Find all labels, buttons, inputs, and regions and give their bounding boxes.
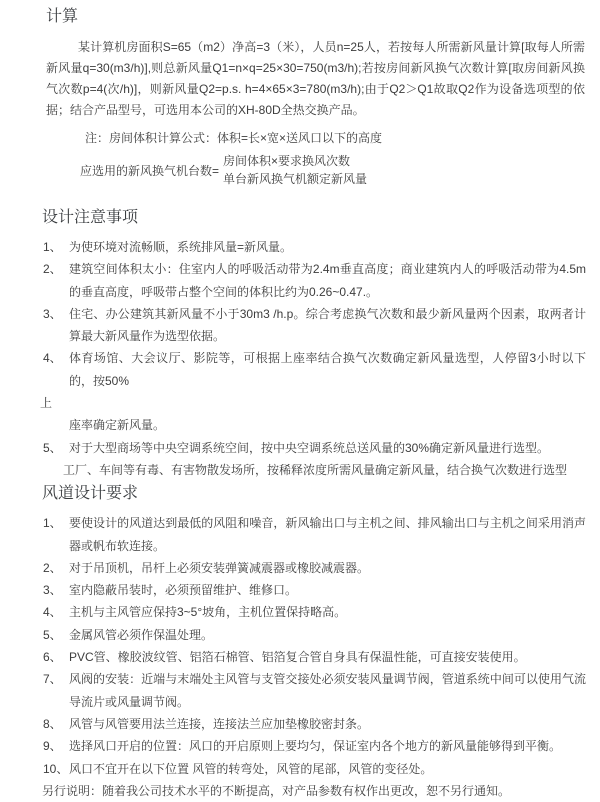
item-text: 体育场馆、大会议厅、影院等，可根据上座率结合换气次数确定新风量选型，人停留3小时以下的，按50%	[69, 351, 586, 388]
item-text: 为使环境对流畅顺，系统排风量=新风量。	[69, 240, 293, 254]
design-notes-heading: 设计注意事项	[42, 209, 139, 226]
item-text: 主机与主风管应保持3~5°坡角，主机位置保持略高。	[69, 605, 347, 620]
list-item	[0, 557, 600, 579]
fraction-numerator: 房间体积×要求换风次数	[223, 154, 351, 168]
calc-paragraph: 某计算机房面积S=65（m2）净高=3（米），人员n=25人，若按每人所需新风量计算[取每人所需新风量q=30(m3/h)],则总新风量Q1=n×q=25×30=750(m3/h);若按房间新风换气次数计算[取房间新风换气次数p=4(次/h)]，则新风量Q2=p.s. h=4×65×3=780(m3/h);由于Q2＞Q1故取Q2作为设备选项型的依据；结合产品型号，可选用本公司的XH-80D全热交换产品。	[46, 40, 585, 117]
item-text: 住宅、办公建筑其新风量不小于30m3 /h.p。综合考虑换气次数和最少新风量两个因素，取两者计算最大新风量作为选型依据。	[69, 306, 586, 344]
list-item	[0, 303, 600, 348]
item-text: 对于吊顶机，吊杆上必须安装弹簧减震器或橡胶减震器。	[69, 560, 370, 575]
list-item	[0, 258, 600, 303]
formula-fraction	[223, 152, 367, 188]
list-item	[0, 512, 600, 557]
item-number: 4、	[43, 605, 62, 620]
calc-section-heading: 计算	[46, 8, 79, 25]
list-item	[0, 758, 600, 780]
item-text: 风阀的安装：近端与末端处主风管与支管交接处必须安装风量调节阀，管道系统中间可以使用气流导流片或风量调节阀。	[69, 672, 586, 709]
list-item	[0, 437, 600, 459]
item-number: 4、	[43, 351, 62, 366]
item-number: 5、	[43, 627, 62, 642]
duct-requirements-heading: 风道设计要求	[42, 485, 139, 503]
design-notes-list	[0, 236, 600, 481]
list-item	[0, 347, 600, 392]
item-text: 选择风口开启的位置：风口的开启原则上要均匀，保证室内各个地方的新风量能够得到平衡。	[69, 739, 562, 754]
volume-formula-note: 注：房间体积计算公式：体积=长×宽×送风口以下的高度	[85, 131, 383, 145]
item-text: 对于大型商场等中央空调系统空间，按中央空调系统总送风量的30%确定新风量进行选型。	[69, 440, 550, 455]
item-text: PVC管、橡胶波纹管、铝箔石棉管、铝箔复合管自身具有保温性能，可直接安装使用。	[69, 650, 526, 665]
item-number: 9、	[43, 739, 62, 754]
item-orphan-char: 上	[40, 396, 53, 411]
list-item	[0, 668, 600, 713]
item-text: 室内隐蔽吊装时，必须预留维护、维修口。	[69, 583, 298, 598]
list-item	[0, 713, 600, 735]
item-text: 风管与风管要用法兰连接，连接法兰应加垫橡胶密封条。	[69, 716, 370, 731]
item-number: 10、	[43, 761, 69, 776]
item-number: 3、	[43, 306, 62, 321]
item-followup: 工厂、车间等有毒、有害物散发场所，按稀释浓度所需风量确定新风量，结合换气次数进行选型	[63, 462, 568, 477]
item-number: 8、	[43, 716, 62, 731]
fraction-denominator: 单台新风换气机额定新风量	[223, 172, 368, 186]
list-item	[0, 579, 600, 601]
unit-count-formula	[80, 152, 600, 188]
item-number: 2、	[43, 262, 62, 277]
item-text: 风口不宜开在以下位置 风管的转弯处，风管的尾部，风管的变径处。	[69, 761, 433, 776]
duct-requirements-list	[0, 512, 600, 802]
item-number: 2、	[43, 560, 62, 575]
item-number: 1、	[43, 240, 62, 254]
additional-notice: 另行说明：随着我公司技术水平的不断提高，对产品参数有权作出更改，恕不另行通知。	[42, 783, 511, 798]
item-number: 1、	[43, 516, 62, 531]
item-text: 金属风管必须作保温处理。	[69, 627, 214, 642]
item-text: 要使设计的风道达到最低的风阻和噪音，新风输出口与主机之间、排风输出口与主机之间采用消声器或帆布软连接。	[69, 516, 586, 553]
item-text: 建筑空间体积太小：住室内人的呼吸活动带为2.4m垂直高度；商业建筑内人的呼吸活动带为4.5m的垂直高度，呼吸带占整个空间的体积比约为0.26~0.47.。	[69, 262, 586, 299]
list-item	[0, 735, 600, 757]
list-item	[0, 624, 600, 646]
item-number: 7、	[43, 672, 62, 687]
list-item	[0, 236, 600, 258]
item-number: 5、	[43, 440, 62, 455]
item-number: 6、	[43, 650, 62, 665]
item-continuation: 座率确定新风量。	[69, 418, 166, 433]
formula-label: 应选用的新风换气机台数=	[80, 163, 220, 178]
item-number: 3、	[43, 583, 62, 598]
list-item	[0, 646, 600, 668]
list-item	[0, 601, 600, 623]
